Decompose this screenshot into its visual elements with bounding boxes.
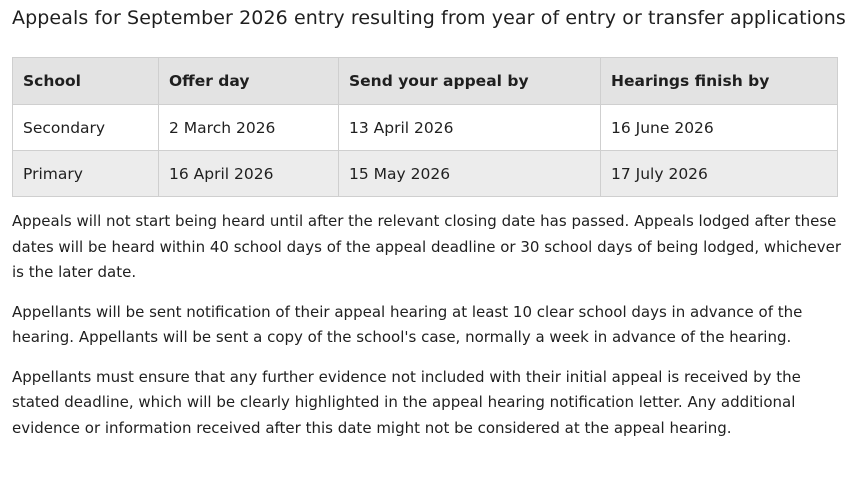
cell-school: Primary [13, 151, 159, 197]
table-row [13, 151, 838, 197]
table-header-row [13, 58, 838, 105]
cell-hearings-finish-by: 17 July 2026 [601, 151, 838, 197]
table-row [13, 105, 838, 151]
appeal-deadlines-table [12, 57, 838, 197]
cell-school: Secondary [13, 105, 159, 151]
column-header-hearings-finish-by: Hearings finish by [601, 58, 838, 105]
column-header-school: School [13, 58, 159, 105]
paragraph-closing-date: Appeals will not start being heard until after the relevant closing date has passed. Appeals lodged after these dates will be heard within 40 school days of the appeal deadline or 30 school days of being lodged, whichever is the later date. [12, 212, 842, 281]
cell-offer-day: 2 March 2026 [159, 105, 339, 151]
column-header-offer-day: Offer day [159, 58, 339, 105]
paragraph-evidence: Appellants must ensure that any further evidence not included with their initial appeal is received by the stated deadline, which will be clearly highlighted in the appeal hearing notification letter. Any additional evidence or information received after this date might not be considered at the appeal hearing. [12, 367, 801, 437]
section-heading: Appeals for September 2026 entry resulting from year of entry or transfer applications [12, 7, 846, 29]
column-header-send-appeal-by: Send your appeal by [339, 58, 601, 105]
paragraph-notification: Appellants will be sent notification of their appeal hearing at least 10 clear school days in advance of the hearing. Appellants will be sent a copy of the school's case, normally a week in advance of the hearing. [12, 302, 803, 346]
cell-send-appeal-by: 13 April 2026 [339, 105, 601, 151]
cell-hearings-finish-by: 16 June 2026 [601, 105, 838, 151]
cell-offer-day: 16 April 2026 [159, 151, 339, 197]
cell-send-appeal-by: 15 May 2026 [339, 151, 601, 197]
